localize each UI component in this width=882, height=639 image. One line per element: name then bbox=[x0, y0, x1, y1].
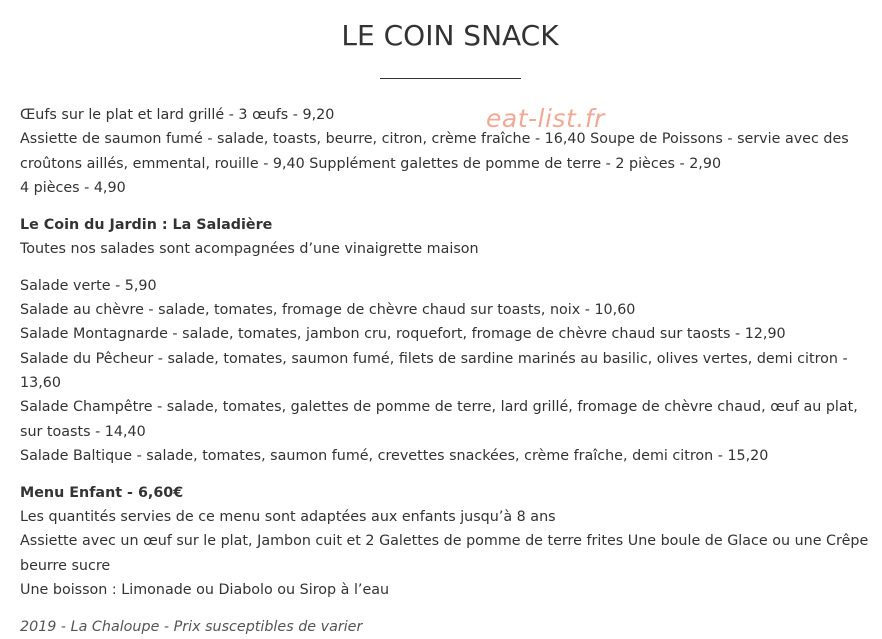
menu-line: Assiette de saumon fumé - salade, toasts, beurre, citron, crème fraîche - 16,40 Soupe de Poissons - servie avec des croûtons aillés, emmental, rouille - 9,40 Supplément galettes de pomme de terre - 2 pièces - 2,90 bbox=[20, 131, 849, 172]
menu-line: Salade du Pêcheur - salade, tomates, saumon fumé, filets de sardine marinés au basilic, olives vertes, demi citron - 13,60 bbox=[20, 350, 848, 391]
spacer bbox=[20, 261, 870, 274]
menu-line: Salade Baltique - salade, tomates, saumon fumé, crevettes snackées, crème fraîche, demi citron - 15,20 bbox=[20, 447, 769, 464]
menu-content bbox=[20, 103, 870, 639]
footer-note: 2019 - La Chaloupe - Prix susceptibles de varier bbox=[20, 618, 363, 635]
menu-line: Salade Champêtre - salade, tomates, galettes de pomme de terre, lard grillé, fromage de chèvre chaud, œuf au plat, sur toasts - 14,40 bbox=[20, 399, 858, 440]
menu-line: Salade Montagnarde - salade, tomates, jambon cru, roquefort, fromage de chèvre chaud sur taosts - 12,90 bbox=[20, 326, 786, 343]
menu-line: 4 pièces - 4,90 bbox=[20, 179, 126, 196]
menu-line: Salade verte - 5,90 bbox=[20, 277, 157, 294]
menu-line: Les quantités servies de ce menu sont adaptées aux enfants jusqu’à 8 ans bbox=[20, 508, 556, 525]
spacer bbox=[20, 468, 870, 481]
section-subtitle: Toutes nos salades sont acompagnées d’une vinaigrette maison bbox=[20, 240, 479, 257]
section-title-jardin: Le Coin du Jardin : La Saladière bbox=[20, 216, 273, 233]
menu-line: Assiette avec un œuf sur le plat, Jambon cuit et 2 Galettes de pomme de terre frites Une boule de Glace ou une Crêpe beurre sucre bbox=[20, 533, 869, 574]
title-divider bbox=[380, 78, 521, 79]
menu-line: Œufs sur le plat et lard grillé - 3 œufs - 9,20 bbox=[20, 107, 335, 123]
page-title: LE COIN SNACK bbox=[341, 19, 559, 52]
spacer bbox=[20, 200, 870, 213]
menu-line: Une boisson : Limonade ou Diabolo ou Sirop à l’eau bbox=[20, 581, 390, 598]
menu-line: Salade au chèvre - salade, tomates, fromage de chèvre chaud sur toasts, noix - 10,60 bbox=[20, 302, 636, 319]
watermark: eat-list.fr bbox=[486, 104, 605, 133]
spacer bbox=[20, 602, 870, 615]
section-title-enfant: Menu Enfant - 6,60€ bbox=[20, 484, 184, 501]
